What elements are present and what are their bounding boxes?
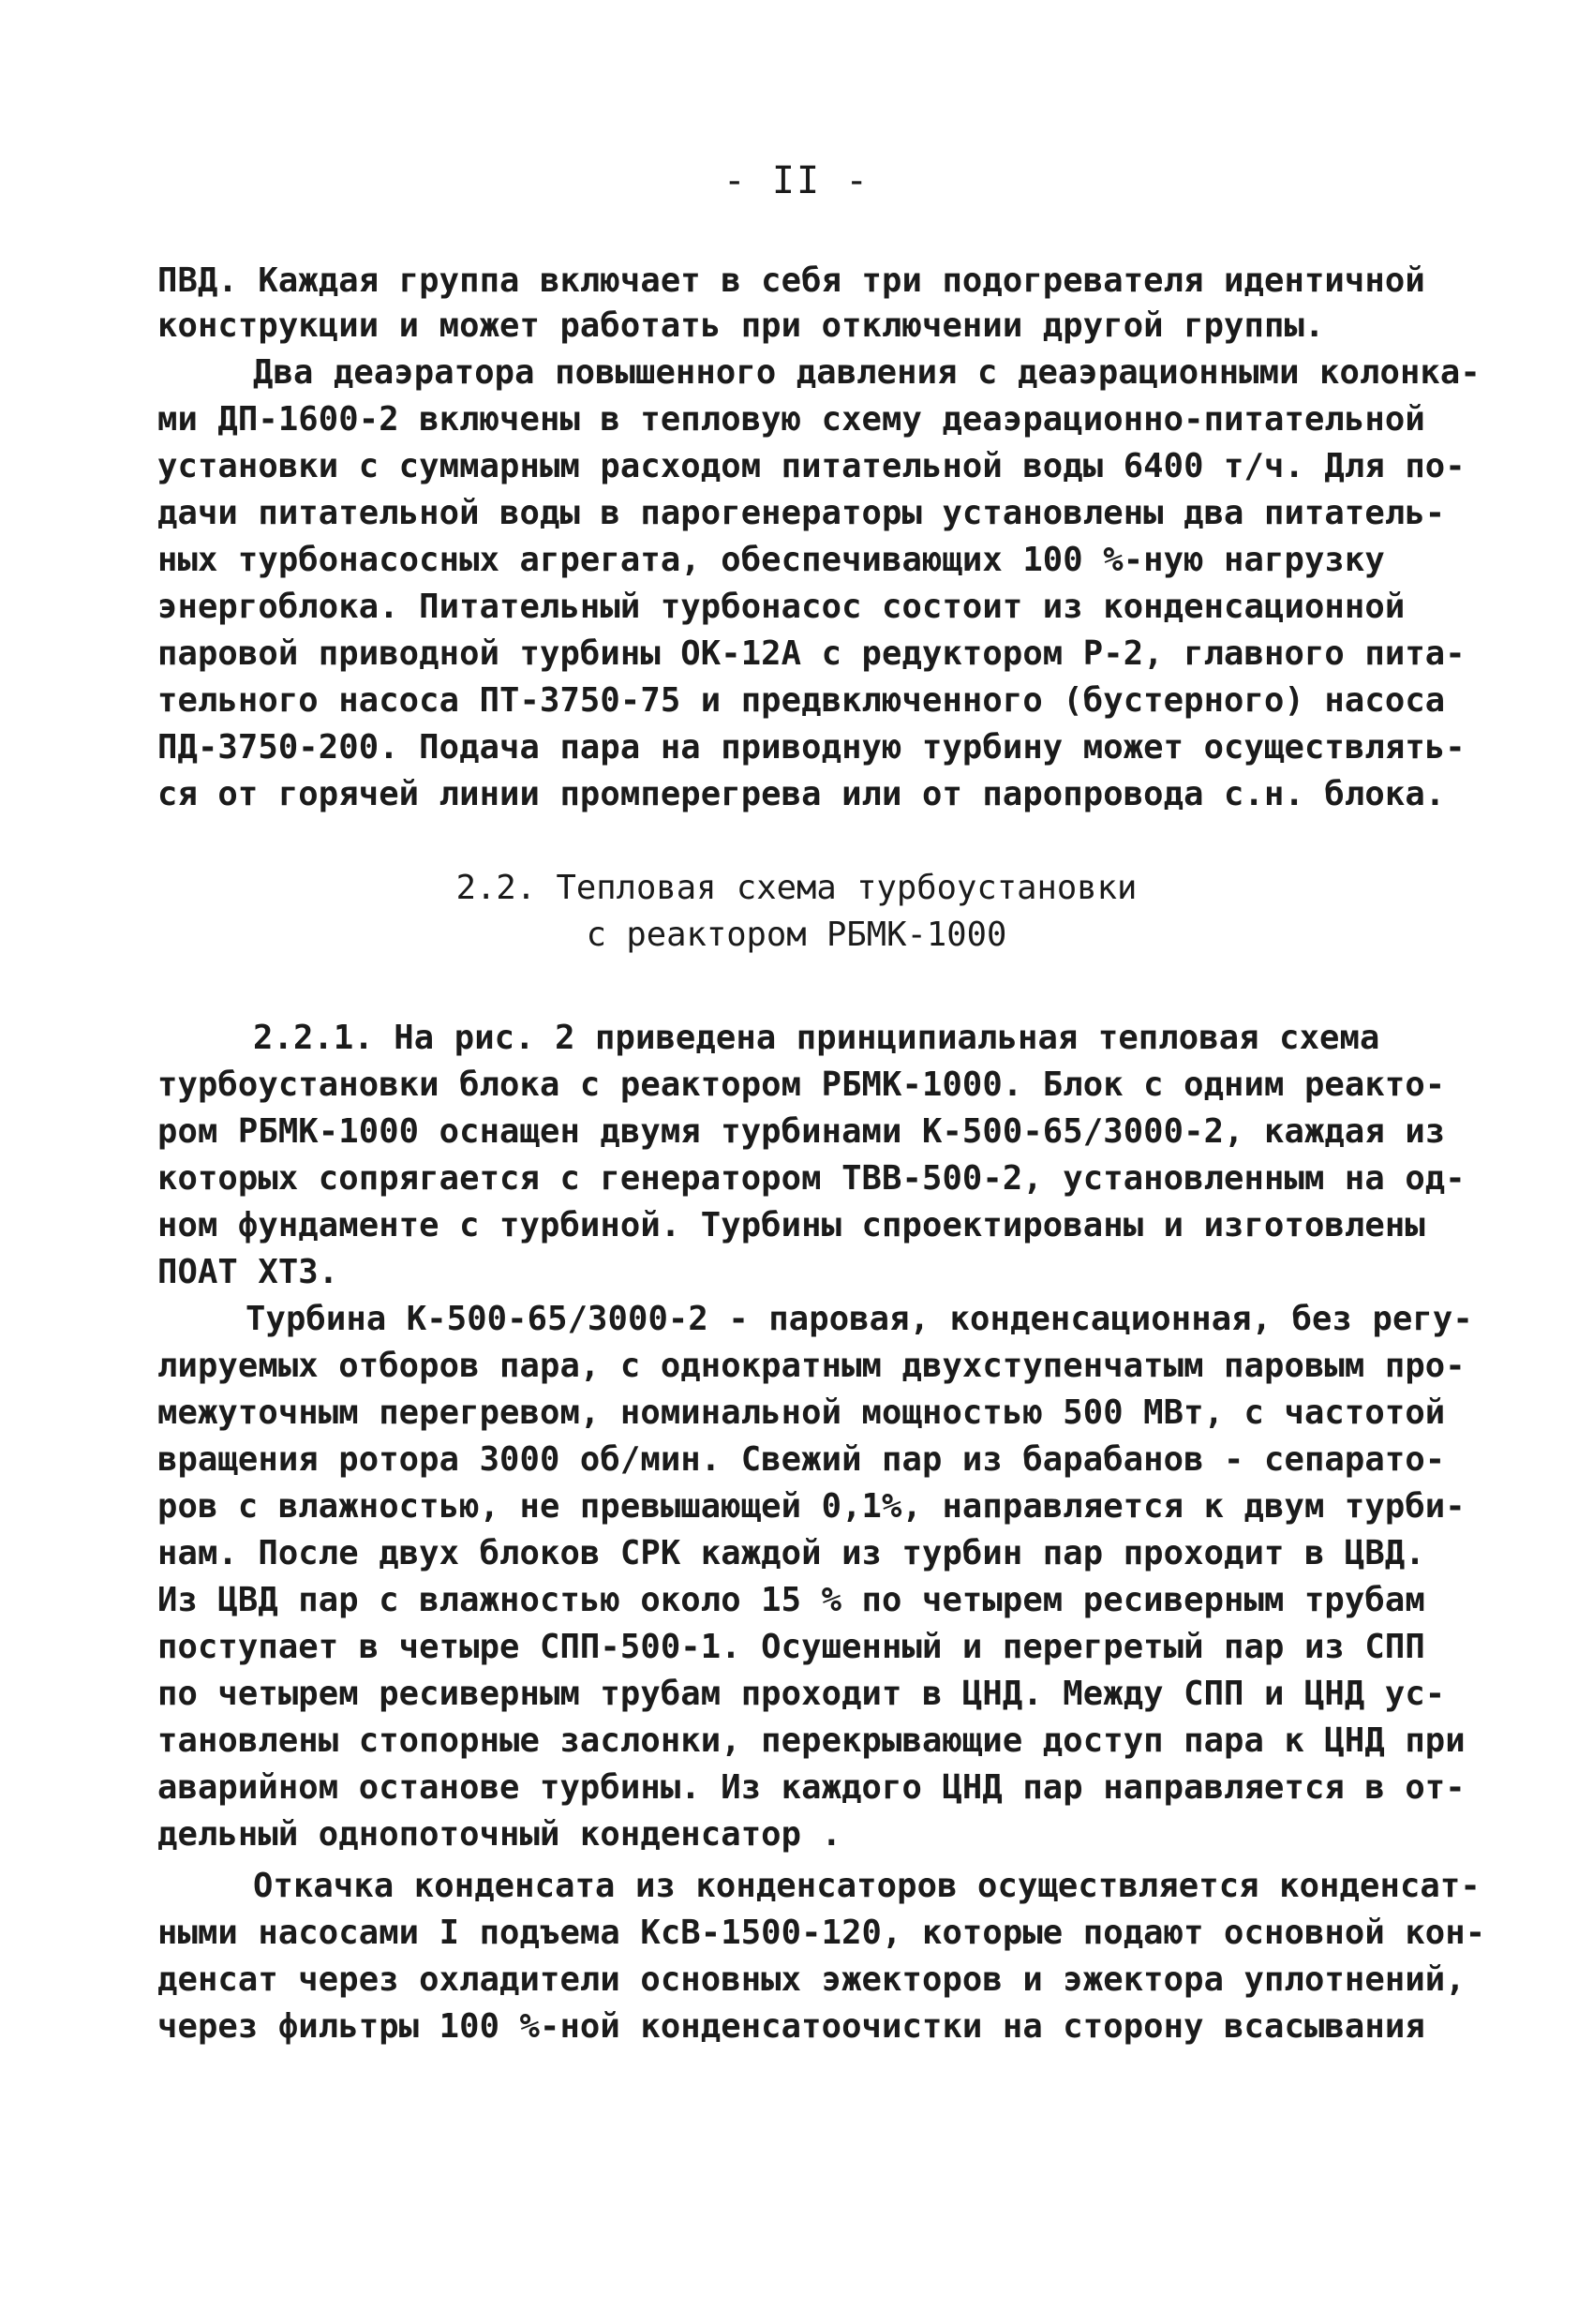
- text-line: ми ДП-1600-2 включены в тепловую схему деаэрационно-питательной: [157, 400, 1425, 439]
- text-line: аварийном останове турбины. Из каждого ЦНД пар направляется в от-: [157, 1768, 1466, 1807]
- text-line: Откачка конденсата из конденсаторов осуществляется конденсат-: [253, 1867, 1481, 1905]
- text-line: по четырем ресиверным трубам проходит в ЦНД. Между СПП и ЦНД ус-: [157, 1675, 1446, 1713]
- text-line: ров с влажностью, не превышающей 0,1%, направляется к двум турби-: [157, 1487, 1466, 1526]
- text-line: тановлены стопорные заслонки, перекрывающие доступ пара к ЦНД при: [157, 1721, 1466, 1760]
- text-line: ном фундаменте с турбиной. Турбины спроектированы и изготовлены: [157, 1206, 1425, 1244]
- text-line: денсат через охладители основных эжекторов и эжектора уплотнений,: [157, 1960, 1466, 1999]
- text-line: энергоблока. Питательный турбонасос состоит из конденсационной: [157, 588, 1406, 626]
- text-line: конструкции и может работать при отключении другой группы.: [157, 306, 1325, 345]
- text-line: ром РБМК-1000 оснащен двумя турбинами К-500-65/3000-2, каждая из: [157, 1112, 1446, 1151]
- text-line: тельного насоса ПТ-3750-75 и предвключенного (бустерного) насоса: [157, 681, 1446, 720]
- text-line: ПД-3750-200. Подача пара на приводную турбину может осуществлять-: [157, 728, 1466, 767]
- text-line: которых сопрягается с генератором ТВВ-500-2, установленным на од-: [157, 1159, 1466, 1198]
- text-line: поступает в четыре СПП-500-1. Осушенный и перегретый пар из СПП: [157, 1628, 1425, 1666]
- text-line: Турбина К-500-65/3000-2 - паровая, конденсационная, без регу-: [246, 1300, 1473, 1338]
- text-line: вращения ротора 3000 об/мин. Свежий пар из барабанов - сепарато-: [157, 1440, 1446, 1479]
- page-number: - II -: [722, 159, 871, 202]
- text-line: Из ЦВД пар с влажностью около 15 % по четырем ресиверным трубам: [157, 1581, 1425, 1619]
- text-line: дельный однопоточный конденсатор .: [157, 1815, 842, 1854]
- text-line: нам. После двух блоков СРК каждой из турбин пар проходит в ЦВД.: [157, 1534, 1425, 1572]
- text-line: ными насосами I подъема КсВ-1500-120, которые подают основной кон-: [157, 1914, 1486, 1952]
- text-line: ных турбонасосных агрегата, обеспечивающих 100 %-ную нагрузку: [157, 541, 1385, 579]
- text-line: паровой приводной турбины ОК-12А с редуктором Р-2, главного пита-: [157, 634, 1466, 673]
- text-line: межуточным перегревом, номинальной мощностью 500 МВт, с частотой: [157, 1393, 1446, 1432]
- text-line: через фильтры 100 %-ной конденсатоочистки на сторону всасывания: [157, 2007, 1425, 2046]
- section-subheading: с реактором РБМК-1000: [586, 916, 1007, 954]
- text-line: ПОАТ ХТЗ.: [157, 1253, 339, 1291]
- text-line: дачи питательной воды в парогенераторы установлены два питатель-: [157, 494, 1446, 532]
- section-heading: 2.2. Тепловая схема турбоустановки: [455, 869, 1138, 907]
- text-line: установки с суммарным расходом питательной воды 6400 т/ч. Для по-: [157, 447, 1466, 485]
- text-line: ПВД. Каждая группа включает в себя три подогревателя идентичной: [157, 261, 1425, 300]
- text-line: 2.2.1. На рис. 2 приведена принципиальная тепловая схема: [253, 1019, 1380, 1057]
- text-line: лируемых отборов пара, с однократным двухступенчатым паровым про-: [157, 1347, 1466, 1385]
- text-line: ся от горячей линии промперегрева или от паропровода с.н. блока.: [157, 775, 1446, 813]
- text-line: Два деаэратора повышенного давления с деаэрационными колонка-: [253, 353, 1481, 392]
- text-line: турбоустановки блока с реактором РБМК-1000. Блок с одним реакто-: [157, 1065, 1446, 1104]
